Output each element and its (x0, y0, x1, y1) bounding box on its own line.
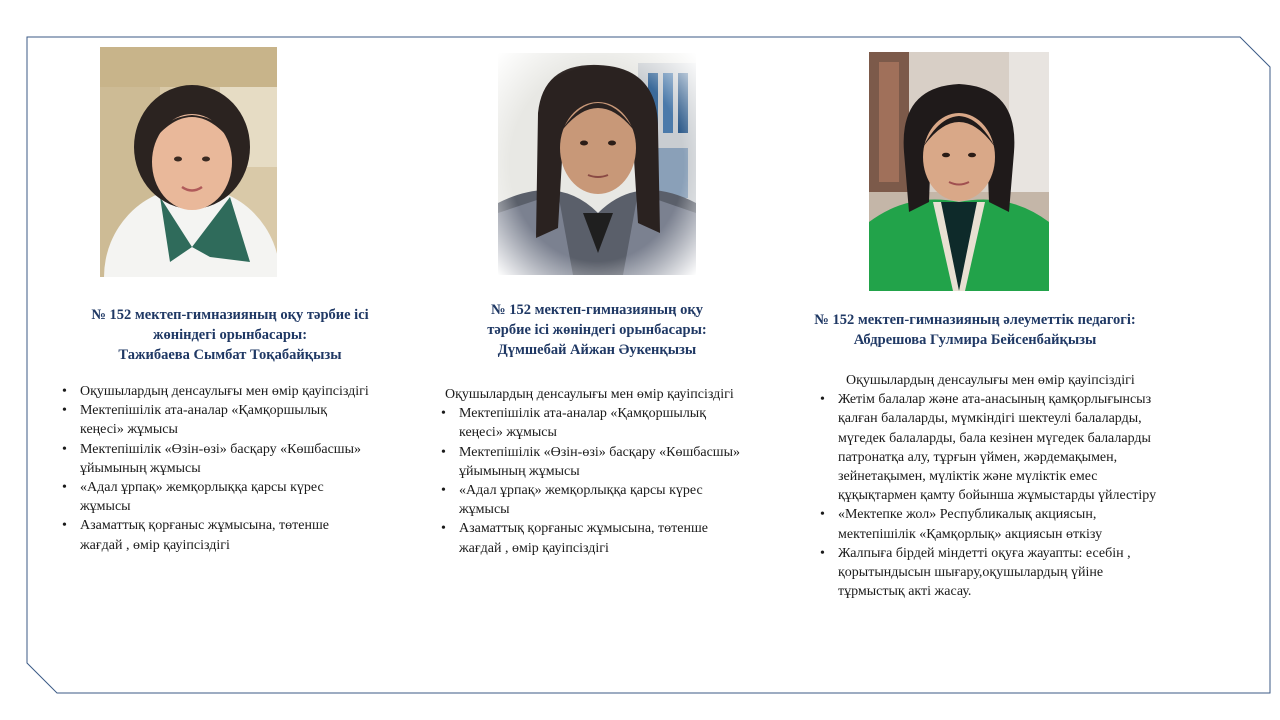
duty-item: • Мектепішілік ата-аналар «Қамқоршылық кеңесі» жұмысы (441, 404, 751, 442)
duty-item: • Оқушылардың денсаулығы мен өмір қауіпсіздігі (62, 382, 372, 401)
staff-title-3 (780, 310, 1170, 350)
duty-item: • «Адал ұрпақ» жемқорлыққа қарсы күрес жұмысы (441, 481, 751, 519)
staff-name: Дүмшебай Айжан Әукенқызы (497, 342, 697, 358)
duties-list-3 (820, 371, 1165, 601)
staff-photo-3 (869, 52, 1049, 291)
staff-position-line-1: № 152 мектеп-гимназияның оқу тәрбие ісі (91, 307, 369, 323)
staff-position-line-2: жөніндегі орынбасары: (152, 327, 308, 343)
staff-name: Тажибаева Сымбат Тоқабайқызы (118, 347, 342, 363)
duty-item: • Жетім балалар және ата-анасының қамқорлығынсыз қалған балаларды, мүмкіндігі шектеулі балаларды, мүгедек балаларды, бала кезінен мүгедек балаларды патронатқа алу, тұрғын үймен, жәрдемақымен, зейнетақымен, мүліктік және мүліктік емес құқықтармен қамту бойынша жұмыстарды үйлестіру (820, 390, 1165, 505)
staff-photo-1 (100, 47, 277, 277)
staff-name: Абдрешова Гулмира Бейсенбайқызы (853, 332, 1097, 348)
duty-item: • Мектепішілік «Өзін-өзі» басқару «Көшбасшы» ұйымының жұмысы (441, 443, 751, 481)
staff-photo-2 (498, 53, 696, 275)
duty-intro: Оқушылардың денсаулығы мен өмір қауіпсіздігі (445, 387, 734, 402)
duty-item: • Мектепішілік «Өзін-өзі» басқару «Көшбасшы» ұйымының жұмысы (62, 440, 372, 478)
duty-item: • Азаматтық қорғаныс жұмысына, төтенше жағдай , өмір қауіпсіздігі (62, 516, 372, 554)
duties-list-2 (441, 385, 751, 558)
staff-title-2 (440, 300, 754, 360)
staff-position-line-1: № 152 мектеп-гимназияның әлеуметтік педагогі: (814, 312, 1136, 328)
duties-list-1 (62, 382, 372, 555)
duty-item: • Мектепішілік ата-аналар «Қамқоршылық кеңесі» жұмысы (62, 401, 372, 439)
duty-item: • Жалпыға бірдей міндетті оқуға жауапты: есебін , қорытындысын шығару,оқушылардың үйіне тұрмыстық акті жасау. (820, 544, 1165, 602)
duty-item: • Азаматтық қорғаныс жұмысына, төтенше жағдай , өмір қауіпсіздігі (441, 519, 751, 557)
staff-position-line-1: № 152 мектеп-гимназияның оқу (491, 302, 703, 318)
duty-item: • «Адал ұрпақ» жемқорлыққа қарсы күрес жұмысы (62, 478, 372, 516)
staff-position-line-2: тәрбие ісі жөніндегі орынбасары: (487, 322, 707, 338)
duty-item: • «Мектепке жол» Республикалық акциясын, мектепішілік «Қамқорлық» акциясын өткізу (820, 505, 1165, 543)
staff-title-1 (60, 305, 400, 365)
duty-intro: Оқушылардың денсаулығы мен өмір қауіпсіздігі (846, 373, 1135, 388)
